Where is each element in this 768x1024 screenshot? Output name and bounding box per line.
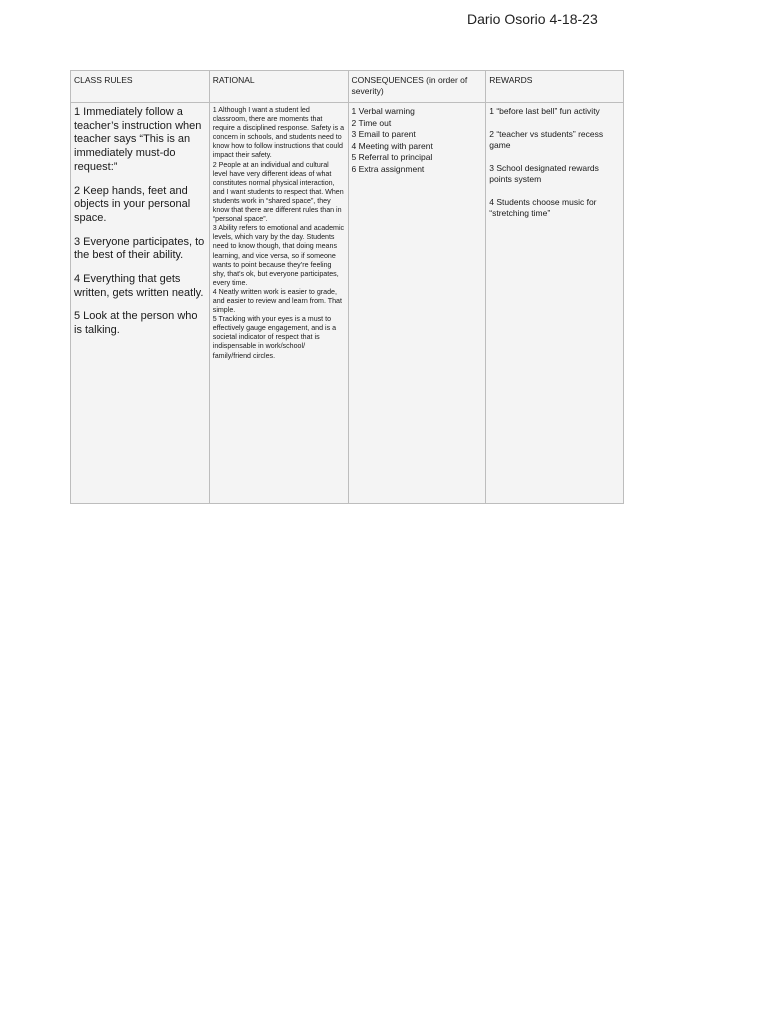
- consequences-cell: [348, 103, 486, 504]
- consequence-item: 4 Meeting with parent: [351, 140, 433, 151]
- class-rules-cell: [71, 103, 210, 504]
- author-date-header: Dario Osorio 4-18-23: [467, 11, 598, 27]
- rewards-cell: [486, 103, 624, 504]
- rational-item: 3 Ability refers to emotional and academic levels, which vary by the day. Students need to know though, that doing means learning, and vice versa, so if someone wants to point because they’re feeling shy, that’s ok, but everyone participates, every time.: [212, 224, 345, 287]
- rational-item: 1 Although I want a student led classroom, there are moments that require a disciplined response. Safety is a concern in schools, and students need to know how to follow instructions that could impact their safety.: [212, 106, 345, 160]
- class-rule-item: 3 Everyone participates, to the best of their ability.: [74, 235, 205, 262]
- reward-item: 3 School designated rewards points system: [489, 162, 599, 184]
- table-body-row: [71, 103, 624, 504]
- reward-item: 4 Students choose music for “stretching time”: [489, 196, 597, 218]
- reward-item: 2 “teacher vs students” recess game: [489, 128, 604, 150]
- rational-item: 2 People at an individual and cultural level have very different ideas of what constitutes normal physical interaction, and I want students to respect that. When students work in “shared space”, they know that there are different rules than in “personal space”.: [212, 160, 344, 224]
- consequence-item: 5 Referral to principal: [351, 152, 433, 162]
- rational-cell: [209, 103, 348, 504]
- header-rational: RATIONAL: [209, 71, 348, 103]
- header-class-rules: CLASS RULES: [71, 71, 210, 103]
- reward-item: 1 “before last bell” fun activity: [489, 106, 600, 116]
- consequence-item: 3 Email to parent: [351, 129, 416, 139]
- table-header-row: [71, 71, 624, 103]
- class-rule-item: 1 Immediately follow a teacher’s instruction when teacher says “This is an immediately must-do request:”: [74, 106, 202, 173]
- consequence-item: 2 Time out: [351, 117, 392, 128]
- rational-item: 5 Tracking with your eyes is a must to effectively gauge engagement, and is a societal indicator of respect that is indispensable in work/school/ family/friend circles.: [212, 315, 337, 360]
- class-rules-table: [70, 70, 624, 504]
- rational-item: 4 Neatly written work is easier to grade, and easier to review and learn from. That simple.: [212, 287, 342, 315]
- class-rule-item: 5 Look at the person who is talking.: [74, 310, 198, 337]
- consequence-item: 6 Extra assignment: [351, 163, 425, 174]
- header-consequences: CONSEQUENCES (in order of severity): [348, 71, 486, 103]
- header-rewards: REWARDS: [486, 71, 624, 103]
- consequence-item: 1 Verbal warning: [351, 106, 415, 116]
- class-rule-item: 2 Keep hands, feet and objects in your personal space.: [74, 184, 191, 224]
- class-rule-item: 4 Everything that gets written, gets written neatly.: [74, 273, 204, 299]
